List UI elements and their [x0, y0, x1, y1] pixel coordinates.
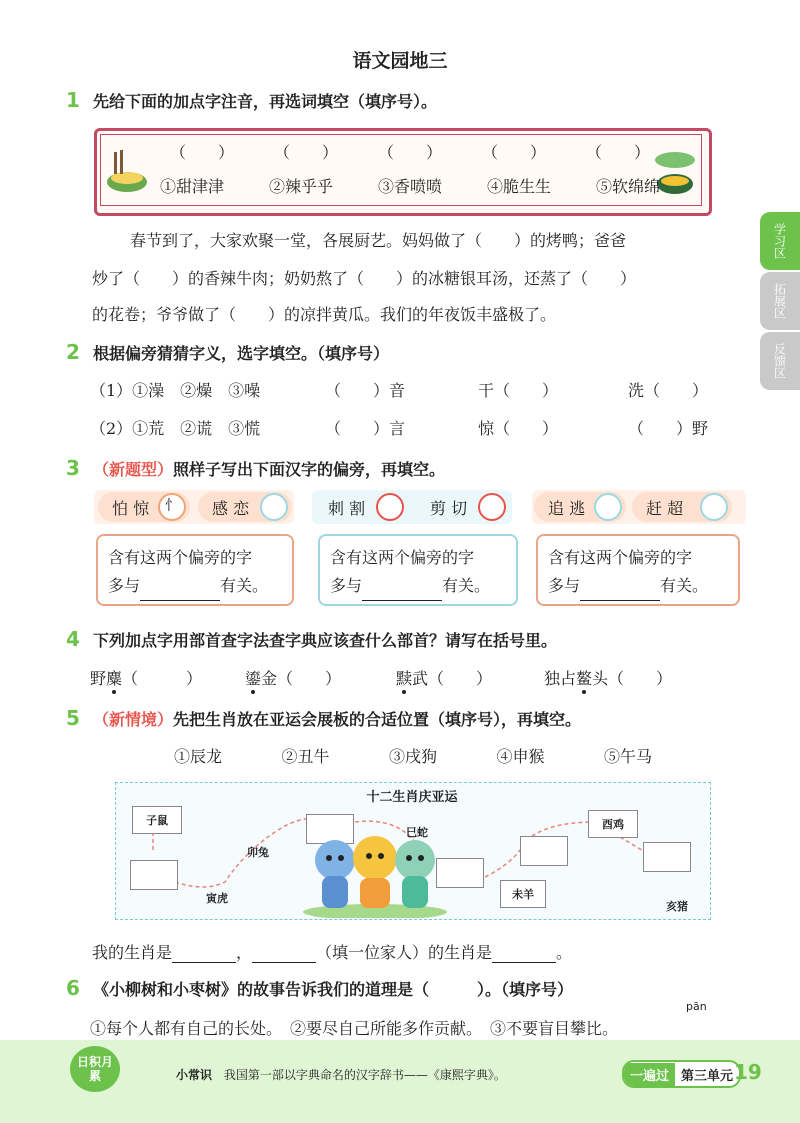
fill-blank[interactable]: [252, 943, 316, 963]
fill-line: [108, 572, 282, 601]
animal-label: 卯兔: [247, 846, 269, 859]
radical-answer[interactable]: [376, 493, 404, 521]
zodiac-box-rooster: [588, 810, 638, 838]
dotted-char: 鎏: [245, 669, 262, 688]
word-option: ②辣乎乎: [268, 177, 333, 196]
fill-line: [548, 572, 728, 601]
radical-pill: [632, 492, 732, 522]
q4-item: [245, 666, 341, 689]
q4-blank[interactable]: （ ）: [122, 669, 203, 688]
pill-chars: 剪 切: [430, 498, 468, 518]
word-option: ⑤软绵绵: [595, 177, 660, 196]
unit-label: 第三单元: [681, 1068, 734, 1084]
zodiac-option: ④申猴: [496, 747, 545, 766]
pinyin-blank[interactable]: （ ）: [377, 143, 442, 162]
animal-label: 未羊: [512, 888, 534, 901]
tab-study[interactable]: 学习区: [760, 212, 800, 270]
question-6: [66, 976, 573, 1000]
fill-line: 含有这两个偏旁的字: [548, 548, 693, 567]
zodiac-empty-box[interactable]: [520, 836, 568, 866]
radical-pill: [534, 492, 626, 522]
fill-pre: 多与: [330, 576, 363, 595]
zodiac-box-rat: [132, 806, 182, 834]
q4-pre: 野: [90, 669, 107, 688]
fill-pre: 多与: [108, 576, 141, 595]
zodiac-empty-box[interactable]: [643, 842, 691, 872]
fill-post: 有关。: [220, 576, 269, 595]
fill-mid: ，: [236, 943, 253, 962]
q5-fill-sentence: [92, 940, 572, 963]
pinyin-annotation: pān: [686, 1000, 707, 1013]
pinyin-blank[interactable]: （ ）: [170, 143, 235, 162]
fill-line: [330, 572, 506, 601]
question-3: [66, 456, 445, 480]
q2-row2-label: （2）①荒 ②谎 ③慌: [90, 419, 261, 438]
tip-text: 我国第一部以字典命名的汉字辞书——《康熙字典》。: [223, 1068, 506, 1082]
word-options: [160, 174, 660, 197]
unit-prefix: 一遍过: [624, 1063, 675, 1086]
q4-item: [544, 666, 672, 689]
zodiac-options: [174, 744, 652, 767]
new-type-tag: （新题型）: [93, 460, 174, 479]
q2-blank[interactable]: （ ）音: [325, 381, 406, 400]
question-prompt: 下列加点字用部首查字法查字典应该查什么部首？请写在括号里。: [93, 631, 558, 650]
question-number: 1: [66, 88, 80, 112]
q4-blank[interactable]: 头（ ）: [592, 669, 673, 688]
radical-answer[interactable]: 忄: [158, 493, 186, 521]
zodiac-option: ③戌狗: [388, 747, 437, 766]
fill-blank[interactable]: [580, 572, 660, 601]
radical-answer[interactable]: [594, 493, 622, 521]
q2-blank[interactable]: 洗（ ）: [628, 381, 709, 400]
passage-line: 炒了（ ）的香辣牛肉；奶奶熬了（ ）的冰糖银耳汤，还蒸了（ ）: [92, 269, 637, 288]
animal-label: 子鼠: [146, 814, 168, 827]
pinyin-blank[interactable]: （ ）: [585, 143, 650, 162]
question-2: [66, 340, 389, 364]
pill-chars: 追 逃: [548, 498, 586, 518]
fill-line: 含有这两个偏旁的字: [330, 548, 475, 567]
fill-pre: 我的生肖是: [92, 943, 173, 962]
animal-label: 寅虎: [206, 892, 228, 905]
fill-post: 有关。: [442, 576, 491, 595]
fill-line: 含有这两个偏旁的字: [108, 548, 253, 567]
question-prompt: 根据偏旁猜猜字义，选字填空。（填序号）: [93, 344, 390, 363]
dotted-char: 麋: [106, 669, 123, 688]
fill-mid: （填一位家人）的生肖是: [316, 943, 493, 962]
zodiac-option: ②丑牛: [281, 747, 330, 766]
zodiac-empty-box[interactable]: [130, 860, 178, 890]
zodiac-option: ⑤午马: [603, 747, 652, 766]
passage-line: 的花卷；爷爷做了（ ）的凉拌黄瓜。我们的年夜饭丰盛极了。: [92, 305, 557, 324]
fill-pre: 多与: [548, 576, 581, 595]
zodiac-box-sheep: [500, 880, 546, 908]
fill-blank[interactable]: [172, 943, 236, 963]
tab-expand[interactable]: 拓展区: [760, 272, 800, 330]
page-number: 19: [734, 1060, 762, 1084]
radical-pill: [416, 492, 510, 522]
question-1: [66, 88, 437, 112]
unit-badge: [622, 1060, 741, 1088]
daily-badge: 日积月累: [70, 1046, 120, 1092]
dotted-char: 黩: [396, 669, 413, 688]
q3-fill-box: [318, 534, 518, 606]
q4-item: [396, 666, 492, 689]
q3-fill-box: [536, 534, 740, 606]
radical-pill: [314, 492, 408, 522]
q4-blank[interactable]: 金（ ）: [261, 669, 342, 688]
question-prompt: 先把生肖放在亚运会展板的合适位置（填序号），再填空。: [173, 710, 582, 729]
animal-label: 亥猪: [666, 900, 688, 913]
question-4: [66, 627, 557, 651]
q3-fill-box: [96, 534, 294, 606]
pill-chars: 刺 割: [328, 498, 366, 518]
question-number: 2: [66, 340, 80, 364]
animal-label: 巳蛇: [406, 826, 428, 839]
pinyin-blanks: [170, 140, 650, 163]
zodiac-option: ①辰龙: [174, 747, 223, 766]
board-title: 十二生肖庆亚运: [366, 790, 458, 805]
pill-chars: 赶 超: [646, 498, 684, 518]
pinyin-blank[interactable]: （ ）: [481, 143, 546, 162]
pinyin-blank[interactable]: （ ）: [273, 143, 338, 162]
dotted-char: 鳌: [576, 669, 593, 688]
new-context-tag: （新情境）: [93, 710, 174, 729]
question-prompt: 《小柳树和小枣树》的故事告诉我们的道理是（ ）。（填序号）: [93, 980, 574, 999]
q4-item: [90, 666, 202, 689]
question-number: 6: [66, 976, 80, 1000]
question-5: [66, 706, 581, 730]
fill-blank[interactable]: [362, 572, 442, 601]
word-option: ①甜津津: [160, 177, 225, 196]
radical-answer[interactable]: [260, 493, 288, 521]
word-option: ④脆生生: [486, 177, 551, 196]
food-bowl-icon: [104, 148, 150, 198]
q2-blank[interactable]: （ ）野: [628, 419, 709, 438]
passage-line: 春节到了，大家欢聚一堂，各展厨艺。妈妈做了（ ）的烤鸭；爸爸: [130, 231, 627, 250]
radical-answer[interactable]: [478, 493, 506, 521]
pill-chars: 怕 惊: [112, 498, 150, 518]
fill-blank[interactable]: [140, 572, 220, 601]
tip-label: 小常识: [176, 1068, 213, 1082]
q2-blank[interactable]: 干（ ）: [478, 381, 559, 400]
question-number: 3: [66, 456, 80, 480]
radical-pill: [198, 492, 292, 522]
question-number: 5: [66, 706, 80, 730]
q6-options: ①每个人都有自己的长处。 ②要尽自己所能多作贡献。 ③不要盲目攀比。: [90, 1019, 619, 1038]
pill-chars: 感 恋: [212, 498, 250, 518]
radical-answer[interactable]: [700, 493, 728, 521]
question-number: 4: [66, 627, 80, 651]
fill-end: 。: [556, 943, 573, 962]
animal-label: 酉鸡: [602, 818, 624, 831]
q2-blank[interactable]: （ ）言: [325, 419, 406, 438]
mascots-icon: [300, 820, 450, 918]
question-prompt: 照样子写出下面汉字的偏旁，再填空。: [173, 460, 446, 479]
radical-pill: [98, 492, 190, 522]
tab-feedback[interactable]: 反馈区: [760, 332, 800, 390]
footer-tip: [176, 1066, 506, 1083]
fill-post: 有关。: [660, 576, 709, 595]
q2-blank[interactable]: 惊（ ）: [478, 419, 559, 438]
word-option: ③香喷喷: [377, 177, 442, 196]
q4-pre: 独占: [544, 669, 577, 688]
question-prompt: 先给下面的加点字注音，再选词填空（填序号）。: [93, 92, 438, 111]
page-title: 语文园地三: [352, 50, 448, 72]
fill-blank[interactable]: [492, 943, 556, 963]
q4-blank[interactable]: 武（ ）: [412, 669, 493, 688]
q2-row1-label: （1）①澡 ②燥 ③噪: [90, 381, 261, 400]
